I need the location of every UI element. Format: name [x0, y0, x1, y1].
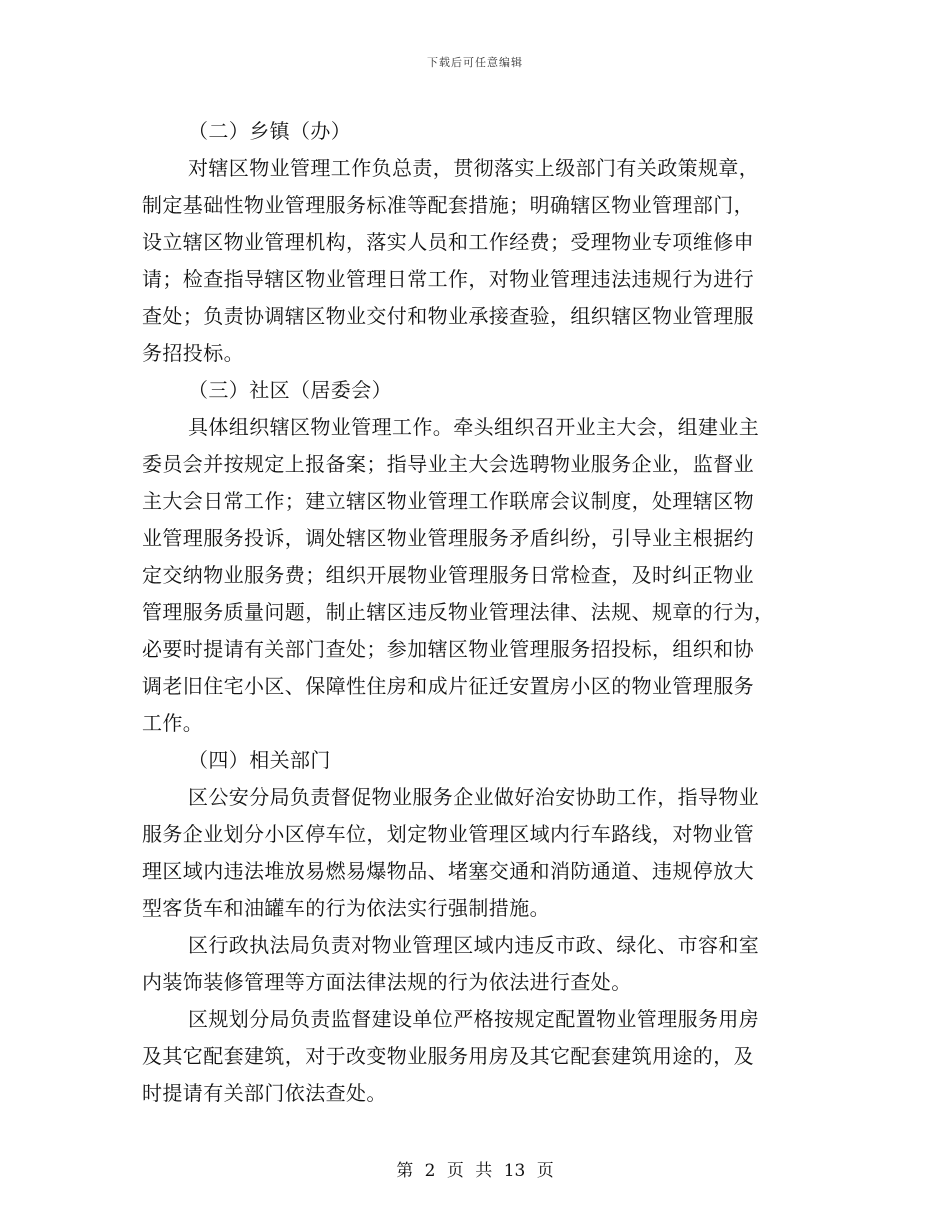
text-line: 对辖区物业管理工作负总责，贯彻落实上级部门有关政策规章，	[188, 156, 760, 180]
text-line: 务招投标。	[142, 341, 244, 365]
section-heading: （三）社区（居委会）	[188, 378, 392, 402]
text-line: 内装饰装修管理等方面法律法规的行为依法进行查处。	[142, 970, 632, 994]
text-line: 区行政执法局负责对物业管理区域内违反市政、绿化、市容和室	[188, 933, 760, 957]
text-line: 请；检查指导辖区物业管理日常工作，对物业管理违法违规行为进行	[142, 267, 754, 291]
page-header: 下载后可任意编辑	[427, 56, 523, 69]
text-line: 业管理服务投诉，调处辖区物业管理服务矛盾纠纷，引导业主根据约	[142, 526, 754, 550]
text-line: 委员会并按规定上报备案；指导业主大会选聘物业服务企业，监督业	[142, 452, 754, 476]
text-line: 服务企业划分小区停车位，划定物业管理区域内行车路线，对物业管	[142, 822, 754, 846]
text-line: 调老旧住宅小区、保障性住房和成片征迁安置房小区的物业管理服务	[142, 674, 754, 698]
text-line: 型客货车和油罐车的行为依法实行强制措施。	[142, 896, 550, 920]
text-line: 管理服务质量问题，制止辖区违反物业管理法律、法规、规章的行为，	[142, 600, 775, 624]
page-number: 第 2 页 共 13 页	[396, 1161, 554, 1181]
section-heading: （四）相关部门	[188, 748, 331, 772]
text-line: 制定基础性物业管理服务标准等配套措施；明确辖区物业管理部门，	[142, 193, 754, 217]
text-line: 及其它配套建筑，对于改变物业服务用房及其它配套建筑用途的，及	[142, 1044, 754, 1068]
text-line: 理区域内违法堆放易燃易爆物品、堵塞交通和消防通道、违规停放大	[142, 859, 754, 883]
text-line: 定交纳物业服务费；组织开展物业管理服务日常检查，及时纠正物业	[142, 563, 754, 587]
text-line: 设立辖区物业管理机构，落实人员和工作经费；受理物业专项维修申	[142, 230, 754, 254]
text-line: 查处；负责协调辖区物业交付和物业承接查验，组织辖区物业管理服	[142, 304, 754, 328]
text-line: 具体组织辖区物业管理工作。牵头组织召开业主大会，组建业主	[188, 415, 760, 439]
text-line: 区规划分局负责监督建设单位严格按规定配置物业管理服务用房	[188, 1007, 760, 1031]
section-heading: （二）乡镇（办）	[188, 119, 352, 143]
text-line: 区公安分局负责督促物业服务企业做好治安协助工作，指导物业	[188, 785, 760, 809]
text-line: 必要时提请有关部门查处；参加辖区物业管理服务招投标，组织和协	[142, 637, 754, 661]
text-line: 工作。	[142, 711, 204, 735]
text-line: 主大会日常工作；建立辖区物业管理工作联席会议制度，处理辖区物	[142, 489, 754, 513]
document-body	[142, 113, 810, 1112]
text-line: 时提请有关部门依法查处。	[142, 1081, 387, 1105]
